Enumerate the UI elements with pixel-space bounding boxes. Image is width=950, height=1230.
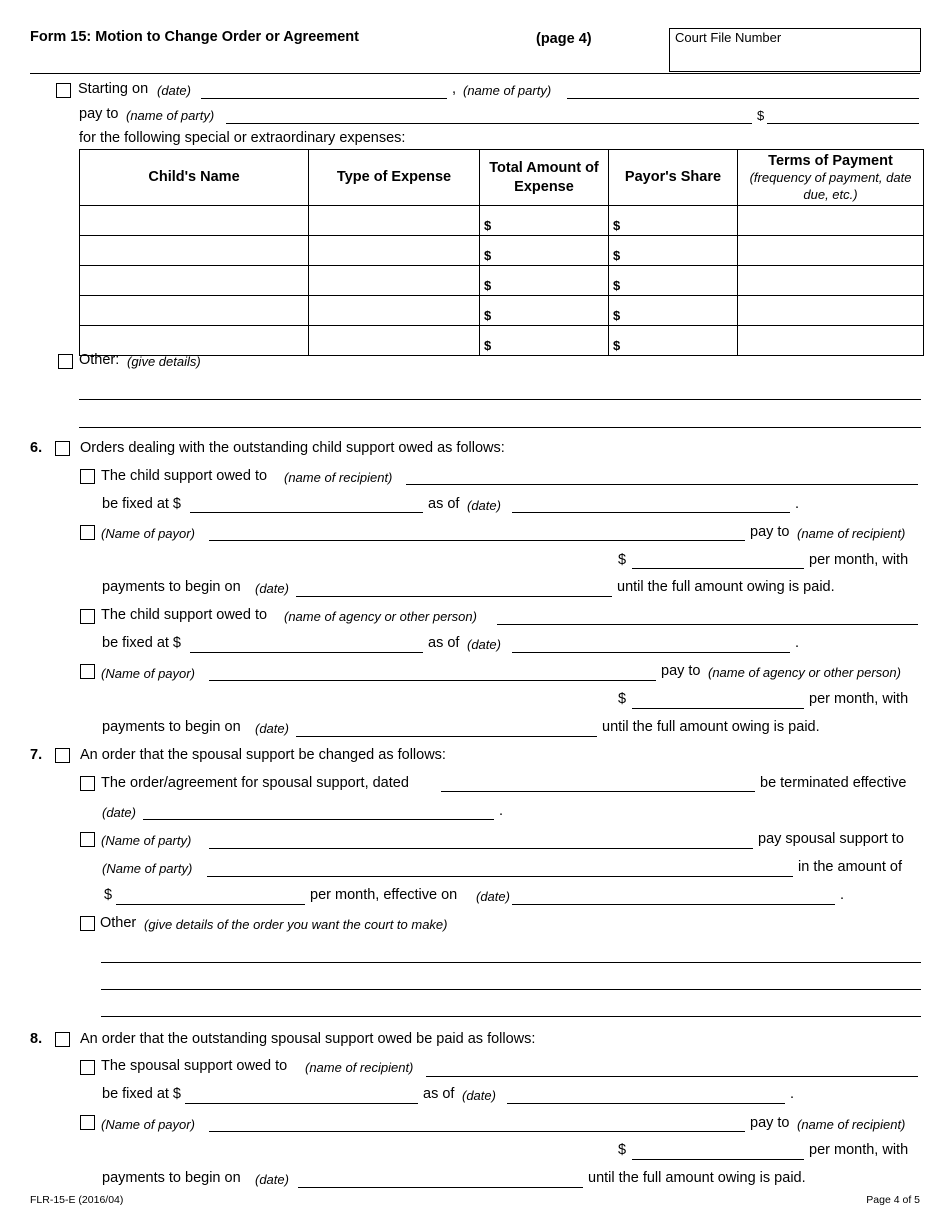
section8-title: An order that the outstanding spousal support owed be paid as follows: [80, 1031, 536, 1047]
table-cell-type-of-expense[interactable] [309, 326, 480, 356]
as-of-label: as of [428, 635, 460, 651]
table-cell-payors-share[interactable]: $ [609, 266, 738, 296]
payor-checkbox[interactable] [80, 664, 95, 679]
section-number: 8. [30, 1031, 43, 1047]
begin-date-field[interactable] [296, 596, 612, 597]
for-following-label: for the following special or extraordinary expenses: [79, 130, 406, 146]
court-file-number-box[interactable] [669, 28, 921, 72]
table-cell-payors-share[interactable]: $ [609, 296, 738, 326]
period: . [790, 1086, 795, 1102]
other-order-checkbox[interactable] [80, 916, 95, 931]
payor-hint: (Name of payor) [101, 666, 195, 681]
fixed-amount-field[interactable] [190, 652, 423, 653]
table-cell-total-amount[interactable]: $ [480, 206, 609, 236]
table-cell-payors-share[interactable]: $ [609, 206, 738, 236]
period: . [499, 803, 504, 819]
table-cell-total-amount[interactable]: $ [480, 326, 609, 356]
termination-date-field[interactable] [143, 819, 494, 820]
table-cell-terms[interactable] [738, 266, 924, 296]
other-details-line[interactable] [101, 962, 921, 963]
until-paid-label: until the full amount owing is paid. [617, 579, 835, 595]
other-label: Other: [79, 352, 120, 368]
payments-begin-label: payments to begin on [102, 1170, 241, 1186]
form-title: Form 15: Motion to Change Order or Agreement [30, 29, 359, 45]
begin-date-field[interactable] [296, 736, 597, 737]
section6-checkbox[interactable] [55, 441, 70, 456]
dollar-sign: $ [104, 887, 113, 903]
pay-to-label: pay to [79, 106, 119, 122]
table-cell-payors-share[interactable]: $ [609, 326, 738, 356]
table-cell-total-amount[interactable]: $ [480, 236, 609, 266]
table-cell-terms[interactable] [738, 296, 924, 326]
monthly-amount-field[interactable] [632, 1159, 804, 1160]
section-number: 7. [30, 747, 43, 763]
section-number: 6. [30, 440, 43, 456]
until-paid-label: until the full amount owing is paid. [602, 719, 820, 735]
order-agreement-label: The order/agreement for spousal support, dated [101, 775, 409, 791]
table-row [80, 326, 924, 356]
pay-to-field[interactable] [226, 123, 752, 124]
page-label: (page 4) [536, 31, 592, 47]
fixed-amount-field[interactable] [185, 1103, 418, 1104]
per-month-effective-label: per month, effective on [310, 887, 458, 903]
table-cell-childs-name[interactable] [80, 236, 309, 266]
pay-spousal-checkbox[interactable] [80, 832, 95, 847]
table-cell-terms[interactable] [738, 326, 924, 356]
date-hint: (date) [462, 1088, 496, 1103]
as-of-date-field[interactable] [512, 512, 790, 513]
name-of-party-field[interactable] [567, 98, 919, 99]
as-of-label: as of [428, 496, 460, 512]
agency-hint: (name of agency or other person) [284, 609, 477, 624]
table-cell-terms[interactable] [738, 206, 924, 236]
recipient-party-field[interactable] [207, 876, 793, 877]
recipient-hint: (name of recipient) [797, 1117, 906, 1132]
other-label: Other [100, 915, 137, 931]
owed-to-label: The spousal support owed to [101, 1058, 288, 1074]
other-details-line[interactable] [101, 1016, 921, 1017]
party-hint: (Name of party) [102, 861, 193, 876]
payments-begin-label: payments to begin on [102, 579, 241, 595]
per-month-label: per month, with [809, 552, 909, 568]
terms-header-label: Terms of Payment [768, 153, 893, 170]
table-cell-type-of-expense[interactable] [309, 266, 480, 296]
col-header-payors-share: Payor's Share [609, 150, 738, 206]
amount-field[interactable] [767, 123, 919, 124]
monthly-amount-field[interactable] [632, 708, 804, 709]
fixed-at-label: be fixed at $ [102, 1086, 181, 1102]
name-of-party-hint: (name of party) [126, 108, 215, 123]
period: . [795, 635, 800, 651]
dollar-sign: $ [757, 108, 765, 123]
terminated-label: be terminated effective [760, 775, 907, 791]
as-of-label: as of [423, 1086, 455, 1102]
fixed-at-label: be fixed at $ [102, 496, 181, 512]
table-cell-childs-name[interactable] [80, 296, 309, 326]
other-details-line[interactable] [79, 399, 921, 400]
as-of-date-field[interactable] [512, 652, 790, 653]
comma: , [452, 81, 457, 97]
payor-field[interactable] [209, 1131, 745, 1132]
date-hint: (date) [476, 889, 510, 904]
payor-checkbox[interactable] [80, 525, 95, 540]
payor-hint: (Name of payor) [101, 526, 195, 541]
agency-field[interactable] [497, 624, 918, 625]
agency-owed-checkbox[interactable] [80, 609, 95, 624]
starting-date-field[interactable] [201, 98, 447, 99]
other-details-line[interactable] [79, 427, 921, 428]
table-cell-total-amount[interactable]: $ [480, 266, 609, 296]
date-hint: (date) [467, 498, 501, 513]
payor-checkbox[interactable] [80, 1115, 95, 1130]
owed-to-label: The child support owed to [101, 468, 268, 484]
pay-spousal-label: pay spousal support to [758, 831, 904, 847]
fixed-at-label: be fixed at $ [102, 635, 181, 651]
table-cell-type-of-expense[interactable] [309, 206, 480, 236]
table-cell-type-of-expense[interactable] [309, 236, 480, 266]
effective-date-field[interactable] [512, 904, 835, 905]
terms-header-subtitle: (frequency of payment, date due, etc.) [749, 170, 912, 202]
section6-title: Orders dealing with the outstanding child support owed as follows: [80, 440, 505, 456]
header-divider [30, 73, 920, 74]
pay-to-label: pay to [661, 663, 701, 679]
monthly-amount-field[interactable] [116, 904, 305, 905]
table-row [80, 266, 924, 296]
table-cell-terms[interactable] [738, 236, 924, 266]
monthly-amount-field[interactable] [632, 568, 804, 569]
date-hint: (date) [467, 637, 501, 652]
as-of-date-field[interactable] [507, 1103, 785, 1104]
recipient-field[interactable] [406, 484, 918, 485]
section7-title: An order that the spousal support be changed as follows: [80, 747, 446, 763]
terminate-order-checkbox[interactable] [80, 776, 95, 791]
child-support-owed-checkbox[interactable] [80, 469, 95, 484]
date-hint: (date) [255, 1172, 289, 1187]
period: . [795, 496, 800, 512]
name-of-party-hint: (name of party) [463, 83, 552, 98]
pay-to-label: pay to [750, 524, 790, 540]
fixed-amount-field[interactable] [190, 512, 423, 513]
table-cell-childs-name[interactable] [80, 326, 309, 356]
recipient-hint: (name of recipient) [797, 526, 906, 541]
payments-begin-label: payments to begin on [102, 719, 241, 735]
other-hint: (give details of the order you want the court to make) [144, 917, 448, 932]
form-code: FLR-15-E (2016/04) [30, 1194, 124, 1206]
spousal-owed-checkbox[interactable] [80, 1060, 95, 1075]
date-hint: (date) [255, 721, 289, 736]
payor-party-field[interactable] [209, 848, 753, 849]
begin-date-field[interactable] [298, 1187, 583, 1188]
page-number: Page 4 of 5 [866, 1194, 920, 1206]
per-month-label: per month, with [809, 691, 909, 707]
table-row [80, 296, 924, 326]
dollar-sign: $ [618, 691, 627, 707]
other-hint: (give details) [127, 354, 201, 369]
col-header-terms-of-payment [738, 150, 924, 206]
owed-to-label: The child support owed to [101, 607, 268, 623]
agency-hint: (name of agency or other person) [708, 665, 901, 680]
court-file-number-label: Court File Number [675, 30, 782, 45]
other-checkbox[interactable] [58, 354, 73, 369]
date-hint: (date) [255, 581, 289, 596]
table-cell-childs-name[interactable] [80, 206, 309, 236]
expenses-table [79, 149, 924, 356]
payor-field[interactable] [209, 680, 656, 681]
table-cell-total-amount[interactable]: $ [480, 296, 609, 326]
other-details-line[interactable] [101, 989, 921, 990]
payor-hint: (Name of payor) [101, 1117, 195, 1132]
table-row [80, 236, 924, 266]
table-cell-type-of-expense[interactable] [309, 296, 480, 326]
payor-field[interactable] [209, 540, 745, 541]
date-hint: (date) [157, 83, 191, 98]
until-paid-label: until the full amount owing is paid. [588, 1170, 806, 1186]
pay-to-label: pay to [750, 1115, 790, 1131]
col-header-type-of-expense: Type of Expense [309, 150, 480, 206]
dollar-sign: $ [618, 1142, 627, 1158]
recipient-hint: (name of recipient) [305, 1060, 414, 1075]
table-row [80, 206, 924, 236]
date-hint: (date) [102, 805, 136, 820]
section7-checkbox[interactable] [55, 748, 70, 763]
table-cell-payors-share[interactable]: $ [609, 236, 738, 266]
recipient-field[interactable] [426, 1076, 918, 1077]
col-header-childs-name: Child's Name [80, 150, 309, 206]
recipient-hint: (name of recipient) [284, 470, 393, 485]
table-header-row [80, 150, 924, 206]
starting-on-checkbox[interactable] [56, 83, 71, 98]
table-cell-childs-name[interactable] [80, 266, 309, 296]
col-header-total-amount: Total Amount of Expense [480, 150, 609, 206]
per-month-label: per month, with [809, 1142, 909, 1158]
dollar-sign: $ [618, 552, 627, 568]
party-hint: (Name of party) [101, 833, 192, 848]
period: . [840, 887, 845, 903]
order-date-field[interactable] [441, 791, 755, 792]
in-amount-label: in the amount of [798, 859, 902, 875]
section8-checkbox[interactable] [55, 1032, 70, 1047]
starting-on-label: Starting on [78, 81, 149, 97]
